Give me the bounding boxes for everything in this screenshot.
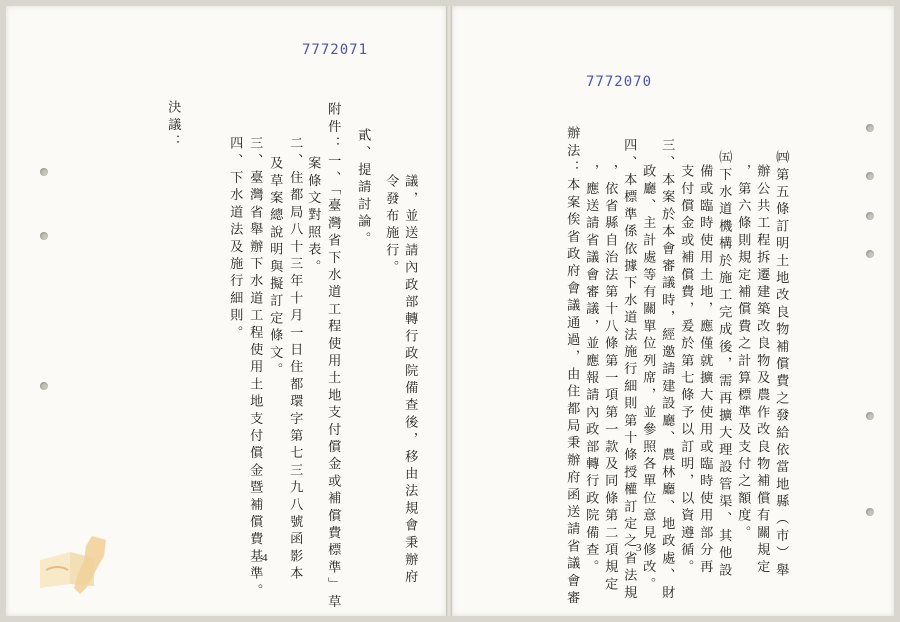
right-page-number: 3 bbox=[636, 542, 642, 554]
right-text-column-2: 辦公共工程拆遷建築改良物及農作改良物補償有關規定 bbox=[754, 164, 770, 577]
binding-hole bbox=[866, 172, 874, 180]
binding-hole bbox=[866, 212, 874, 220]
left-text-column-1: 議，並送請內政部轉行政院備查後，移由法規會秉辦府 bbox=[402, 174, 418, 587]
right-page-stamp: 7772070 bbox=[586, 74, 653, 90]
right-text-column-9: 四、本標準係依據下水道法施行細則第十條授權訂定之省法規 bbox=[621, 138, 637, 603]
left-text-column-4: 附件：一、「臺灣省下水道工程使用土地支付償金或補償費標準」草 bbox=[325, 102, 341, 612]
left-page-stamp: 7772071 bbox=[302, 42, 369, 58]
right-page bbox=[452, 6, 894, 616]
right-text-column-8: 政廳、主計處等有關單位列席，並參照各單位意見修改。 bbox=[640, 164, 656, 594]
left-page-number: 4 bbox=[262, 552, 268, 564]
right-text-column-7: 三、本案於本會審議時，經邀請建設廳、農林廳、地政處、財 bbox=[659, 138, 675, 603]
binding-hole bbox=[40, 168, 48, 176]
binding-hole bbox=[866, 124, 874, 132]
left-text-column-6: 二、住都局八十三年十月一日住都環字第七三九八號函影本 bbox=[287, 136, 303, 584]
left-page bbox=[6, 6, 446, 616]
right-text-column-1: ㈣第五條訂明土地改良物補償費之發給依當地縣（市）舉 bbox=[773, 150, 789, 580]
watermark-logo bbox=[34, 530, 120, 600]
binding-hole bbox=[40, 382, 48, 390]
left-text-column-2: 令發布施行。 bbox=[383, 174, 399, 278]
left-text-column-5: 案條文對照表。 bbox=[305, 156, 321, 277]
right-text-column-5: 備或臨時使用土地，應僅就擴大使用或臨時使用部分再 bbox=[697, 164, 713, 577]
right-text-column-4: ㈤下水道機構於施工完成後，需再擴大理設管渠、其他設 bbox=[716, 150, 732, 580]
right-text-column-12: 辦法：本案俟省政府會議通過，由住都局秉辦府函送請省議會審 bbox=[564, 126, 580, 608]
right-text-column-10: ，依省縣自治法第十八條第一項第一款及同條第二項規定 bbox=[602, 164, 618, 594]
left-text-column-3: 貳、提請討論。 bbox=[355, 128, 371, 249]
binding-hole bbox=[866, 250, 874, 258]
binding-hole bbox=[866, 412, 874, 420]
left-text-column-7: 及草案總說明與擬訂定條文。 bbox=[267, 156, 283, 380]
left-text-column-8: 三、臺灣省舉辦下水道工程使用土地支付償金暨補償費基準。 bbox=[247, 136, 263, 601]
left-text-column-9: 四、下水道法及施行細則。 bbox=[227, 136, 243, 343]
right-text-column-11: ，應送請省議會審議，並應報請內政部轉行政院備查。 bbox=[583, 164, 599, 577]
binding-hole bbox=[866, 508, 874, 516]
binding-hole bbox=[40, 232, 48, 240]
right-text-column-6: 支付償金或補償費，爰於第七條予以訂明，以資遵循。 bbox=[678, 164, 694, 577]
left-text-column-10: 決議： bbox=[165, 100, 181, 152]
right-text-column-3: ，第六條則規定補償費之計算標準及支付之額度。 bbox=[735, 164, 751, 543]
